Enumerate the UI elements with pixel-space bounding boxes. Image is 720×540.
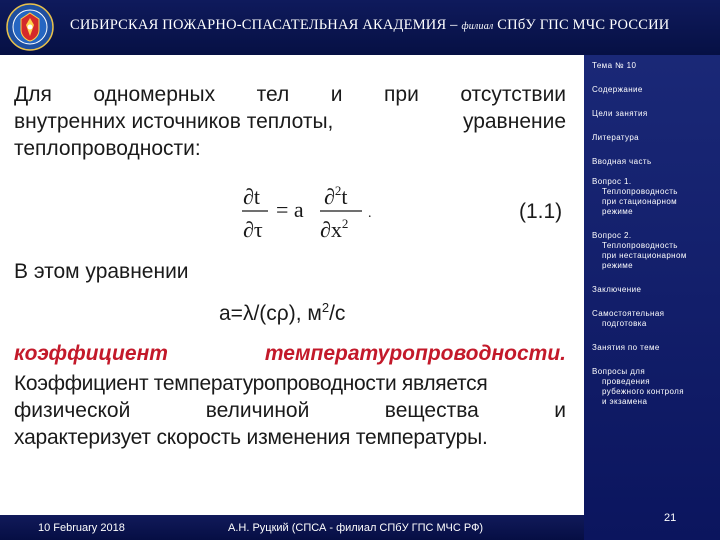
paragraph-line-2: физической величиной вещества и <box>14 399 566 422</box>
sidebar-item-contents[interactable]: Содержание <box>592 85 643 94</box>
formula-rhs-denominator: $\partial x^2$ <box>320 216 349 242</box>
header-title: СИБИРСКАЯ ПОЖАРНО-СПАСАТЕЛЬНАЯ АКАДЕМИЯ – филиал СПбУ ГПС МЧС РОССИИ <box>70 17 670 33</box>
sidebar-item-literature[interactable]: Литература <box>592 133 640 142</box>
header-bar <box>0 0 720 55</box>
formula-equals-a: = a <box>276 197 304 222</box>
sidebar-item-exam-questions[interactable]: Вопросы для проведения рубежного контроля и экзамена <box>592 367 684 406</box>
intro-line-3: теплопроводности: <box>14 137 201 160</box>
paragraph-line-1: Коэффициент температуропроводности является <box>14 372 488 395</box>
formula-lhs-denominator: ∂τ <box>243 217 263 242</box>
formula-lhs-numerator: ∂t <box>243 184 260 209</box>
intro-line-1: Для одномерных тел и при отсутствии <box>14 83 567 106</box>
sidebar-item-question-2[interactable]: Вопрос 2. Теплопроводность при нестационарном режиме <box>592 231 687 270</box>
sidebar-item-goals[interactable]: Цели занятия <box>592 109 648 118</box>
footer-date: 10 February 2018 <box>38 522 125 534</box>
paragraph-line-3: характеризует скорость изменения температуры. <box>14 426 488 449</box>
sidebar-item-question-1[interactable]: Вопрос 1. Теплопроводность при стационарном режиме <box>592 177 678 216</box>
academy-emblem-icon <box>6 3 54 51</box>
footer-author: А.Н. Руцкий (СПСА - филиал СПбУ ГПС МЧС РФ) <box>228 522 484 534</box>
formula-rhs-numerator: ∂$^2$t <box>324 183 348 209</box>
formula-period: . <box>368 206 372 221</box>
sidebar-item-topic-classes[interactable]: Занятия по теме <box>592 343 660 352</box>
diffusivity-term: коэффициент температуропроводности. <box>14 342 566 365</box>
sidebar-item-introduction[interactable]: Вводная часть <box>592 157 652 166</box>
sidebar-item-topic[interactable]: Тема № 10 <box>592 61 637 70</box>
intro-line-2: внутренних источников теплоты, уравнение <box>14 110 566 133</box>
page-number: 21 <box>664 512 677 524</box>
sidebar-nav <box>584 55 720 540</box>
heat-equation-formula <box>238 177 378 247</box>
sidebar-item-self-study[interactable]: Самостоятельная подготовка <box>592 309 665 328</box>
sidebar-item-conclusion[interactable]: Заключение <box>592 285 642 294</box>
diffusivity-definition: a=λ/(cρ), $м^2/с$ <box>219 300 346 325</box>
equation-number: (1.1) <box>519 200 563 223</box>
footer-bar <box>0 515 584 540</box>
in-this-equation: В этом уравнении <box>14 260 189 283</box>
